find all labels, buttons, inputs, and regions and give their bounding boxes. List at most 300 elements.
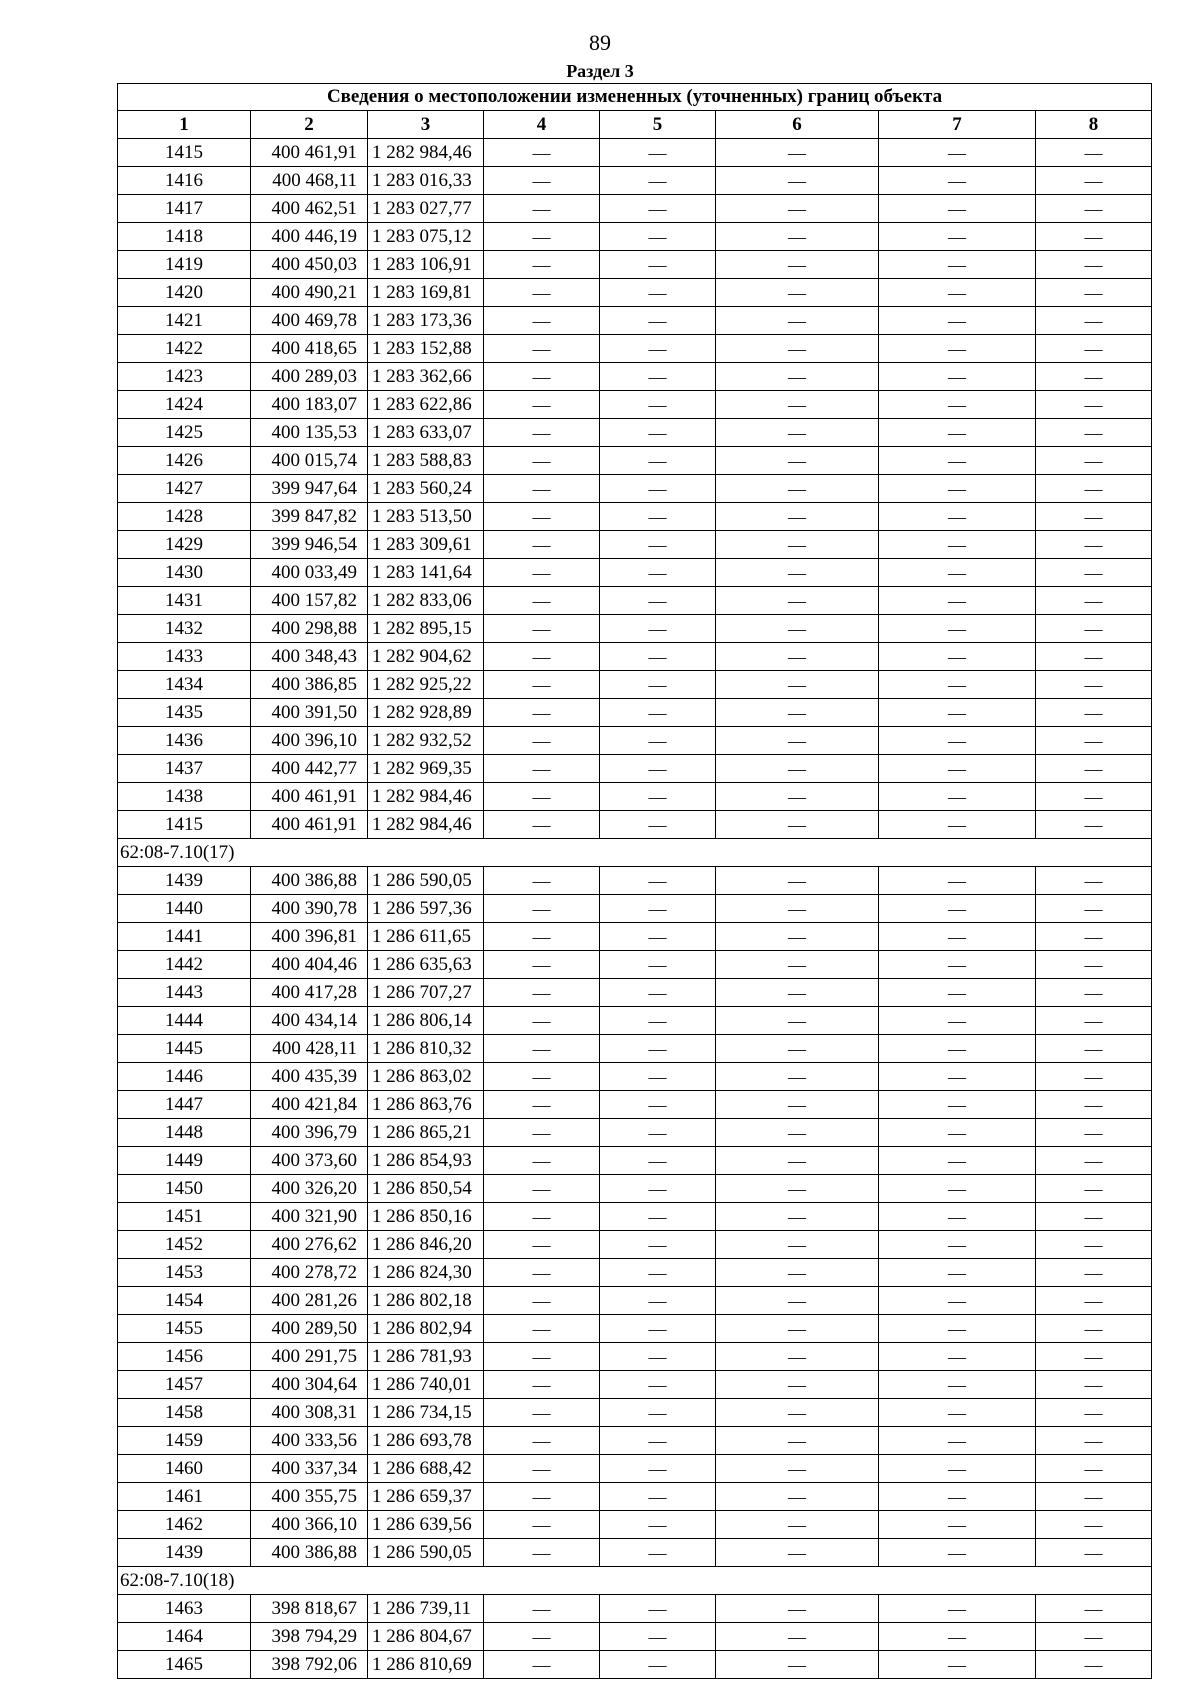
coordinate-x-cell: 400 450,03 [251, 251, 368, 279]
coordinate-x-cell: 400 418,65 [251, 335, 368, 363]
empty-value-cell: — [484, 391, 600, 419]
empty-value-cell: — [716, 671, 879, 699]
table-row [118, 1651, 1152, 1679]
empty-value-cell: — [716, 615, 879, 643]
coordinate-x-cell: 398 794,29 [251, 1623, 368, 1651]
empty-value-cell: — [879, 727, 1036, 755]
coordinate-y-cell: 1 286 597,36 [368, 895, 484, 923]
empty-value-cell: — [1036, 1147, 1152, 1175]
point-number-cell: 1449 [118, 1147, 251, 1175]
empty-value-cell: — [716, 1203, 879, 1231]
empty-value-cell: — [716, 419, 879, 447]
empty-value-cell: — [1036, 979, 1152, 1007]
coordinate-x-cell: 400 461,91 [251, 811, 368, 839]
empty-value-cell: — [879, 783, 1036, 811]
empty-value-cell: — [600, 727, 716, 755]
empty-value-cell: — [600, 531, 716, 559]
empty-value-cell: — [879, 979, 1036, 1007]
empty-value-cell: — [600, 1231, 716, 1259]
table-row [118, 895, 1152, 923]
coordinate-y-cell: 1 283 016,33 [368, 167, 484, 195]
point-number-cell: 1420 [118, 279, 251, 307]
table-row [118, 223, 1152, 251]
empty-value-cell: — [600, 587, 716, 615]
empty-value-cell: — [484, 1651, 600, 1679]
empty-value-cell: — [484, 419, 600, 447]
coordinate-x-cell: 400 396,79 [251, 1119, 368, 1147]
table-row [118, 1623, 1152, 1651]
empty-value-cell: — [716, 195, 879, 223]
empty-value-cell: — [484, 503, 600, 531]
coordinate-y-cell: 1 286 824,30 [368, 1259, 484, 1287]
coordinate-x-cell: 400 434,14 [251, 1007, 368, 1035]
table-row [118, 951, 1152, 979]
coordinate-y-cell: 1 282 932,52 [368, 727, 484, 755]
empty-value-cell: — [879, 1287, 1036, 1315]
column-header-8: 8 [1036, 111, 1152, 139]
empty-value-cell: — [484, 923, 600, 951]
empty-value-cell: — [1036, 1119, 1152, 1147]
table-row [118, 1483, 1152, 1511]
table-row [118, 279, 1152, 307]
empty-value-cell: — [716, 1427, 879, 1455]
coordinate-x-cell: 400 386,88 [251, 867, 368, 895]
point-number-cell: 1418 [118, 223, 251, 251]
coordinate-y-cell: 1 283 513,50 [368, 503, 484, 531]
table-row [118, 1539, 1152, 1567]
empty-value-cell: — [600, 895, 716, 923]
coordinate-y-cell: 1 283 106,91 [368, 251, 484, 279]
coordinate-y-cell: 1 286 850,54 [368, 1175, 484, 1203]
empty-value-cell: — [716, 475, 879, 503]
empty-value-cell: — [600, 699, 716, 727]
coordinate-x-cell: 400 278,72 [251, 1259, 368, 1287]
coordinate-x-cell: 400 468,11 [251, 167, 368, 195]
coordinate-x-cell: 399 947,64 [251, 475, 368, 503]
empty-value-cell: — [716, 1371, 879, 1399]
empty-value-cell: — [1036, 279, 1152, 307]
empty-value-cell: — [600, 335, 716, 363]
empty-value-cell: — [600, 559, 716, 587]
point-number-cell: 1438 [118, 783, 251, 811]
empty-value-cell: — [484, 335, 600, 363]
empty-value-cell: — [484, 1539, 600, 1567]
coordinate-x-cell: 400 373,60 [251, 1147, 368, 1175]
empty-value-cell: — [716, 587, 879, 615]
column-header-1: 1 [118, 111, 251, 139]
empty-value-cell: — [1036, 951, 1152, 979]
coordinate-x-cell: 400 033,49 [251, 559, 368, 587]
point-number-cell: 1440 [118, 895, 251, 923]
empty-value-cell: — [600, 1595, 716, 1623]
empty-value-cell: — [484, 223, 600, 251]
coordinate-x-cell: 400 428,11 [251, 1035, 368, 1063]
empty-value-cell: — [484, 1091, 600, 1119]
coordinate-x-cell: 400 435,39 [251, 1063, 368, 1091]
coordinate-y-cell: 1 286 802,18 [368, 1287, 484, 1315]
empty-value-cell: — [716, 755, 879, 783]
empty-value-cell: — [879, 699, 1036, 727]
empty-value-cell: — [1036, 1203, 1152, 1231]
empty-value-cell: — [879, 251, 1036, 279]
empty-value-cell: — [1036, 1091, 1152, 1119]
table-row [118, 979, 1152, 1007]
point-number-cell: 1452 [118, 1231, 251, 1259]
empty-value-cell: — [716, 1007, 879, 1035]
empty-value-cell: — [484, 167, 600, 195]
empty-value-cell: — [1036, 307, 1152, 335]
point-number-cell: 1416 [118, 167, 251, 195]
empty-value-cell: — [716, 895, 879, 923]
empty-value-cell: — [716, 307, 879, 335]
point-number-cell: 1445 [118, 1035, 251, 1063]
empty-value-cell: — [716, 1287, 879, 1315]
group-row [118, 1567, 1152, 1595]
empty-value-cell: — [879, 923, 1036, 951]
point-number-cell: 1434 [118, 671, 251, 699]
empty-value-cell: — [1036, 895, 1152, 923]
point-number-cell: 1415 [118, 811, 251, 839]
point-number-cell: 1437 [118, 755, 251, 783]
table-row [118, 1399, 1152, 1427]
coordinate-x-cell: 400 417,28 [251, 979, 368, 1007]
empty-value-cell: — [879, 1119, 1036, 1147]
empty-value-cell: — [879, 587, 1036, 615]
empty-value-cell: — [600, 615, 716, 643]
empty-value-cell: — [600, 1203, 716, 1231]
table-row [118, 139, 1152, 167]
point-number-cell: 1427 [118, 475, 251, 503]
coordinate-x-cell: 400 281,26 [251, 1287, 368, 1315]
empty-value-cell: — [484, 1231, 600, 1259]
empty-value-cell: — [716, 1119, 879, 1147]
coordinate-y-cell: 1 286 804,67 [368, 1623, 484, 1651]
coordinate-y-cell: 1 283 075,12 [368, 223, 484, 251]
empty-value-cell: — [716, 1343, 879, 1371]
point-number-cell: 1429 [118, 531, 251, 559]
table-row [118, 783, 1152, 811]
coordinate-x-cell: 400 461,91 [251, 139, 368, 167]
empty-value-cell: — [879, 1231, 1036, 1259]
empty-value-cell: — [879, 1315, 1036, 1343]
empty-value-cell: — [600, 867, 716, 895]
point-number-cell: 1430 [118, 559, 251, 587]
empty-value-cell: — [716, 1651, 879, 1679]
empty-value-cell: — [600, 1119, 716, 1147]
coordinate-x-cell: 399 946,54 [251, 531, 368, 559]
table-row [118, 1231, 1152, 1259]
table-row [118, 1119, 1152, 1147]
coordinate-x-cell: 400 308,31 [251, 1399, 368, 1427]
coordinate-y-cell: 1 286 802,94 [368, 1315, 484, 1343]
point-number-cell: 1435 [118, 699, 251, 727]
coordinate-x-cell: 400 404,46 [251, 951, 368, 979]
empty-value-cell: — [716, 279, 879, 307]
empty-value-cell: — [600, 167, 716, 195]
coordinate-y-cell: 1 282 833,06 [368, 587, 484, 615]
coordinate-y-cell: 1 286 850,16 [368, 1203, 484, 1231]
empty-value-cell: — [716, 727, 879, 755]
empty-value-cell: — [1036, 223, 1152, 251]
coordinate-y-cell: 1 283 633,07 [368, 419, 484, 447]
table-row [118, 503, 1152, 531]
empty-value-cell: — [716, 1147, 879, 1175]
empty-value-cell: — [484, 1259, 600, 1287]
coordinate-y-cell: 1 286 590,05 [368, 1539, 484, 1567]
coordinate-y-cell: 1 282 984,46 [368, 139, 484, 167]
table-row [118, 251, 1152, 279]
table-row [118, 363, 1152, 391]
point-number-cell: 1464 [118, 1623, 251, 1651]
empty-value-cell: — [879, 1595, 1036, 1623]
page-number: 89 [589, 30, 611, 55]
coordinate-y-cell: 1 286 734,15 [368, 1399, 484, 1427]
empty-value-cell: — [600, 363, 716, 391]
point-number-cell: 1448 [118, 1119, 251, 1147]
empty-value-cell: — [600, 1147, 716, 1175]
point-number-cell: 1447 [118, 1091, 251, 1119]
coordinate-x-cell: 400 157,82 [251, 587, 368, 615]
empty-value-cell: — [716, 1483, 879, 1511]
coordinate-x-cell: 400 462,51 [251, 195, 368, 223]
empty-value-cell: — [716, 867, 879, 895]
empty-value-cell: — [484, 1287, 600, 1315]
empty-value-cell: — [1036, 1343, 1152, 1371]
empty-value-cell: — [716, 1511, 879, 1539]
coordinate-x-cell: 400 421,84 [251, 1091, 368, 1119]
empty-value-cell: — [1036, 1007, 1152, 1035]
empty-value-cell: — [600, 1427, 716, 1455]
empty-value-cell: — [1036, 1539, 1152, 1567]
coordinate-x-cell: 400 135,53 [251, 419, 368, 447]
point-number-cell: 1415 [118, 139, 251, 167]
empty-value-cell: — [879, 1063, 1036, 1091]
empty-value-cell: — [1036, 615, 1152, 643]
empty-value-cell: — [600, 1287, 716, 1315]
point-number-cell: 1431 [118, 587, 251, 615]
empty-value-cell: — [879, 1427, 1036, 1455]
point-number-cell: 1450 [118, 1175, 251, 1203]
empty-value-cell: — [1036, 363, 1152, 391]
coordinate-y-cell: 1 286 639,56 [368, 1511, 484, 1539]
table-body [118, 139, 1152, 1679]
empty-value-cell: — [600, 1175, 716, 1203]
coordinate-x-cell: 400 391,50 [251, 699, 368, 727]
empty-value-cell: — [879, 503, 1036, 531]
coordinate-y-cell: 1 286 854,93 [368, 1147, 484, 1175]
point-number-cell: 1455 [118, 1315, 251, 1343]
column-header-5: 5 [600, 111, 716, 139]
point-number-cell: 1432 [118, 615, 251, 643]
empty-value-cell: — [600, 1371, 716, 1399]
empty-value-cell: — [1036, 923, 1152, 951]
empty-value-cell: — [600, 1315, 716, 1343]
empty-value-cell: — [1036, 1035, 1152, 1063]
point-number-cell: 1451 [118, 1203, 251, 1231]
coordinate-y-cell: 1 283 309,61 [368, 531, 484, 559]
table-row [118, 811, 1152, 839]
coordinate-y-cell: 1 286 865,21 [368, 1119, 484, 1147]
coordinate-y-cell: 1 286 806,14 [368, 1007, 484, 1035]
empty-value-cell: — [484, 1007, 600, 1035]
coordinate-y-cell: 1 282 969,35 [368, 755, 484, 783]
coordinate-x-cell: 400 348,43 [251, 643, 368, 671]
empty-value-cell: — [1036, 727, 1152, 755]
coordinate-x-cell: 400 289,03 [251, 363, 368, 391]
point-number-cell: 1453 [118, 1259, 251, 1287]
empty-value-cell: — [600, 1007, 716, 1035]
table-row [118, 559, 1152, 587]
empty-value-cell: — [1036, 1511, 1152, 1539]
table-row [118, 615, 1152, 643]
point-number-cell: 1439 [118, 867, 251, 895]
coordinate-y-cell: 1 282 904,62 [368, 643, 484, 671]
table-row [118, 307, 1152, 335]
empty-value-cell: — [716, 1623, 879, 1651]
empty-value-cell: — [716, 503, 879, 531]
coordinate-y-cell: 1 286 635,63 [368, 951, 484, 979]
empty-value-cell: — [1036, 447, 1152, 475]
empty-value-cell: — [879, 1371, 1036, 1399]
coordinate-x-cell: 398 792,06 [251, 1651, 368, 1679]
table-row [118, 419, 1152, 447]
empty-value-cell: — [879, 615, 1036, 643]
empty-value-cell: — [1036, 167, 1152, 195]
empty-value-cell: — [879, 951, 1036, 979]
point-number-cell: 1443 [118, 979, 251, 1007]
empty-value-cell: — [484, 307, 600, 335]
empty-value-cell: — [484, 279, 600, 307]
empty-value-cell: — [600, 755, 716, 783]
empty-value-cell: — [484, 1623, 600, 1651]
empty-value-cell: — [484, 1511, 600, 1539]
empty-value-cell: — [879, 1259, 1036, 1287]
table-row [118, 1511, 1152, 1539]
point-number-cell: 1442 [118, 951, 251, 979]
point-number-cell: 1458 [118, 1399, 251, 1427]
coordinate-y-cell: 1 286 707,27 [368, 979, 484, 1007]
empty-value-cell: — [879, 671, 1036, 699]
point-number-cell: 1426 [118, 447, 251, 475]
table-row [118, 195, 1152, 223]
empty-value-cell: — [716, 1091, 879, 1119]
table-row [118, 1315, 1152, 1343]
empty-value-cell: — [484, 1063, 600, 1091]
coordinate-y-cell: 1 283 588,83 [368, 447, 484, 475]
empty-value-cell: — [484, 1427, 600, 1455]
empty-value-cell: — [879, 419, 1036, 447]
coordinate-y-cell: 1 286 846,20 [368, 1231, 484, 1259]
coordinate-y-cell: 1 286 810,69 [368, 1651, 484, 1679]
coordinate-y-cell: 1 283 560,24 [368, 475, 484, 503]
coordinate-x-cell: 400 355,75 [251, 1483, 368, 1511]
table-row [118, 531, 1152, 559]
empty-value-cell: — [1036, 643, 1152, 671]
point-number-cell: 1441 [118, 923, 251, 951]
empty-value-cell: — [484, 1343, 600, 1371]
empty-value-cell: — [600, 475, 716, 503]
empty-value-cell: — [716, 979, 879, 1007]
empty-value-cell: — [600, 307, 716, 335]
point-number-cell: 1436 [118, 727, 251, 755]
empty-value-cell: — [1036, 867, 1152, 895]
empty-value-cell: — [600, 811, 716, 839]
empty-value-cell: — [716, 1539, 879, 1567]
empty-value-cell: — [600, 1483, 716, 1511]
table-row [118, 1091, 1152, 1119]
empty-value-cell: — [716, 223, 879, 251]
table-row [118, 1427, 1152, 1455]
empty-value-cell: — [1036, 195, 1152, 223]
point-number-cell: 1439 [118, 1539, 251, 1567]
empty-value-cell: — [484, 1203, 600, 1231]
empty-value-cell: — [484, 559, 600, 587]
column-header-4: 4 [484, 111, 600, 139]
empty-value-cell: — [879, 643, 1036, 671]
empty-value-cell: — [1036, 1371, 1152, 1399]
empty-value-cell: — [716, 1259, 879, 1287]
empty-value-cell: — [1036, 755, 1152, 783]
empty-value-cell: — [716, 923, 879, 951]
point-number-cell: 1460 [118, 1455, 251, 1483]
column-header-7: 7 [879, 111, 1036, 139]
empty-value-cell: — [716, 447, 879, 475]
empty-value-cell: — [484, 783, 600, 811]
table-row [118, 1007, 1152, 1035]
coordinate-x-cell: 400 326,20 [251, 1175, 368, 1203]
table-row [118, 1455, 1152, 1483]
empty-value-cell: — [600, 923, 716, 951]
parcel-group-label: 62:08-7.10(18) [118, 1567, 1152, 1595]
coordinate-x-cell: 400 015,74 [251, 447, 368, 475]
coordinate-x-cell: 399 847,82 [251, 503, 368, 531]
coordinate-y-cell: 1 286 611,65 [368, 923, 484, 951]
empty-value-cell: — [600, 979, 716, 1007]
empty-value-cell: — [600, 195, 716, 223]
empty-value-cell: — [600, 671, 716, 699]
point-number-cell: 1425 [118, 419, 251, 447]
empty-value-cell: — [1036, 559, 1152, 587]
empty-value-cell: — [716, 1231, 879, 1259]
empty-value-cell: — [1036, 1427, 1152, 1455]
empty-value-cell: — [879, 391, 1036, 419]
empty-value-cell: — [1036, 335, 1152, 363]
table-row [118, 867, 1152, 895]
coordinate-y-cell: 1 286 863,02 [368, 1063, 484, 1091]
table-row [118, 727, 1152, 755]
empty-value-cell: — [600, 1035, 716, 1063]
empty-value-cell: — [879, 279, 1036, 307]
empty-value-cell: — [600, 1259, 716, 1287]
point-number-cell: 1424 [118, 391, 251, 419]
point-number-cell: 1462 [118, 1511, 251, 1539]
coordinate-y-cell: 1 286 659,37 [368, 1483, 484, 1511]
coordinate-x-cell: 400 469,78 [251, 307, 368, 335]
coordinate-x-cell: 400 490,21 [251, 279, 368, 307]
empty-value-cell: — [484, 1455, 600, 1483]
empty-value-cell: — [600, 503, 716, 531]
empty-value-cell: — [484, 475, 600, 503]
empty-value-cell: — [600, 251, 716, 279]
empty-value-cell: — [484, 979, 600, 1007]
empty-value-cell: — [1036, 419, 1152, 447]
empty-value-cell: — [600, 1623, 716, 1651]
empty-value-cell: — [600, 1539, 716, 1567]
point-number-cell: 1428 [118, 503, 251, 531]
empty-value-cell: — [484, 867, 600, 895]
empty-value-cell: — [879, 1203, 1036, 1231]
empty-value-cell: — [600, 419, 716, 447]
